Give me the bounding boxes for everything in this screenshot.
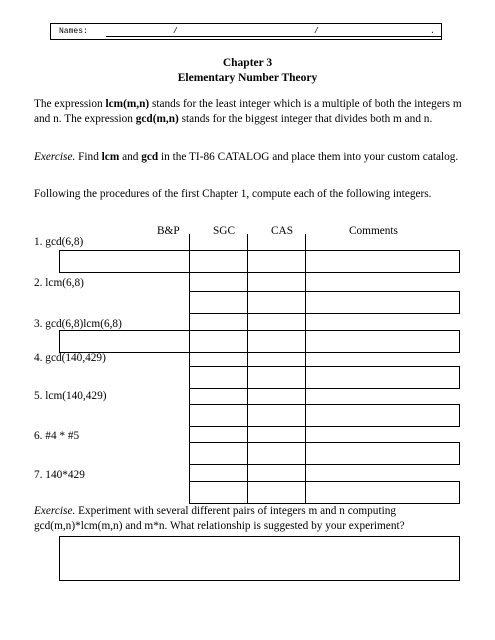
- exercise-1-text-b: and: [119, 151, 142, 163]
- answer-cell-cas-comments[interactable]: [305, 291, 460, 314]
- answer-cell-bp[interactable]: [189, 404, 248, 427]
- column-header-bp: B&P: [157, 225, 180, 237]
- exercise-2-label: Exercise.: [34, 505, 76, 517]
- exercise-2-text: Experiment with several different pairs of integers m and n computing gcd(m,n)*lcm(m,n) and m*n. What relationship is suggested by your experiment?: [34, 505, 405, 532]
- intro-paragraph: [34, 97, 464, 127]
- names-field[interactable]: [50, 23, 442, 40]
- exercise-1-lcm: lcm: [101, 151, 120, 163]
- names-separator-2: /: [314, 27, 319, 36]
- row-label-2: 2. lcm(6,8): [34, 277, 84, 289]
- gcd-term: gcd(m,n): [135, 113, 179, 125]
- answer-cell-bp[interactable]: [189, 442, 248, 465]
- row-label-7: 7. 140*429: [34, 469, 85, 481]
- chapter-title: Chapter 3: [222, 57, 273, 69]
- intro-text-2: stands for the least integer which is a multiple of both the integers m and n. The expression: [34, 98, 462, 125]
- exercise-1-text-c: in the TI-86 CATALOG and place them into your custom catalog.: [158, 151, 459, 163]
- exercise-1-label: Exercise.: [34, 151, 76, 163]
- answer-cell-sgc[interactable]: [247, 330, 306, 353]
- exercise-2-answer-box[interactable]: [59, 536, 460, 581]
- instructions: Following the procedures of the first Chapter 1, compute each of the following integers.: [34, 188, 432, 200]
- names-separator-1: /: [173, 27, 178, 36]
- row-label-4: 4. gcd(140,429): [34, 352, 106, 364]
- answer-cell-cas-comments[interactable]: [305, 250, 460, 273]
- row-label-3: 3. gcd(6,8)lcm(6,8): [34, 318, 122, 330]
- chapter-subject: Elementary Number Theory: [177, 72, 318, 84]
- row-label-5: 5. lcm(140,429): [34, 390, 107, 402]
- answer-cell-sgc[interactable]: [247, 404, 306, 427]
- column-header-sgc: SGC: [213, 225, 235, 237]
- exercise-1-text-a: Find: [75, 151, 102, 163]
- column-header-cas: CAS: [271, 225, 293, 237]
- row-label-6: 6. #4 * #5: [34, 430, 80, 442]
- answer-cell-cas-comments[interactable]: [305, 481, 460, 504]
- answer-cell-sgc[interactable]: [247, 481, 306, 504]
- intro-text-3: stands for the biggest integer that divides both m and n.: [178, 113, 433, 125]
- lcm-term: lcm(m,n): [105, 98, 150, 110]
- answer-cell-cas-comments[interactable]: [305, 330, 460, 353]
- answer-cell-cas-comments[interactable]: [305, 442, 460, 465]
- row-label-1: 1. gcd(6,8): [34, 236, 84, 248]
- column-header-comments: Comments: [349, 225, 398, 237]
- names-end-mark: .: [430, 27, 435, 36]
- answer-cell-bp[interactable]: [189, 291, 248, 314]
- answer-cell-bp[interactable]: [189, 366, 248, 389]
- exercise-1-gcd: gcd: [141, 151, 159, 163]
- answer-cell-sgc[interactable]: [247, 291, 306, 314]
- answer-cell-label-area: [59, 330, 190, 353]
- answer-cell-sgc[interactable]: [247, 250, 306, 273]
- answer-cell-cas-comments[interactable]: [305, 366, 460, 389]
- exercise-2: [34, 504, 464, 534]
- answer-cell-sgc[interactable]: [247, 366, 306, 389]
- answer-cell-bp[interactable]: [189, 250, 248, 273]
- answer-cell-sgc[interactable]: [247, 442, 306, 465]
- names-underline: [106, 36, 442, 37]
- answer-cell-cas-comments[interactable]: [305, 404, 460, 427]
- answer-cell-bp[interactable]: [189, 330, 248, 353]
- intro-text-1: The expression: [34, 98, 106, 110]
- answer-cell-label-area: [59, 250, 190, 273]
- answer-cell-bp[interactable]: [189, 481, 248, 504]
- names-label: Names:: [59, 27, 88, 36]
- exercise-1: [34, 150, 464, 165]
